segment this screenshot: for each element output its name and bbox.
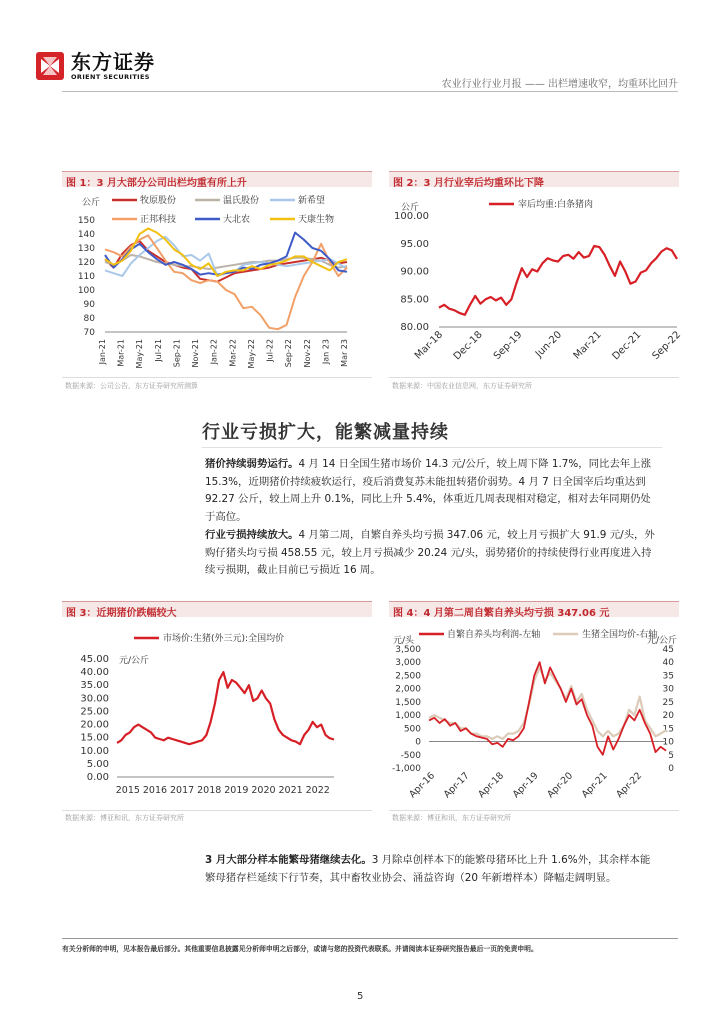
x-tick-label: Jul-21 — [153, 338, 163, 362]
x-tick-label: Mar-18 — [412, 329, 446, 362]
logo-chinese-name: 东方证券 — [71, 50, 155, 74]
y-tick-label-left: 3,000 — [395, 658, 421, 669]
paragraph-lead: 行业亏损持续放大。 — [205, 529, 299, 541]
legend-label: 大北农 — [223, 215, 251, 225]
y-axis-unit-label: 公斤 — [401, 203, 420, 213]
paragraph-pig-price — [205, 456, 680, 526]
x-tick-label: 2019 — [224, 785, 249, 796]
x-tick-label: Sep-21 — [172, 339, 182, 368]
company-logo — [34, 50, 155, 82]
page-number: 5 — [357, 991, 364, 1002]
y-tick-label: 110 — [77, 272, 95, 282]
figure-1-chart — [62, 190, 372, 375]
x-tick-label: May-22 — [246, 338, 256, 369]
section-title: 行业亏损扩大，能繁减量持续 — [202, 422, 449, 443]
y-tick-label: 30.00 — [80, 693, 109, 705]
paragraph-line: 于高位。 — [205, 510, 247, 523]
x-tick-label: Mar-22 — [228, 338, 238, 367]
figure-3-title: 图 3：近期猪价跌幅较大 — [62, 601, 372, 617]
x-tick-label: Sep-22 — [284, 339, 294, 368]
y-tick-label: 5.00 — [86, 758, 109, 770]
y-tick-label: 20.00 — [80, 719, 109, 731]
figure-1-source-divider — [62, 377, 372, 378]
footer-divider — [62, 938, 678, 939]
series-line-left — [429, 662, 666, 755]
figure-2-source-divider — [389, 377, 679, 378]
x-tick-label: 2022 — [305, 785, 330, 796]
series-line — [105, 235, 347, 329]
y-axis-unit-left: 元/头 — [393, 636, 415, 646]
y-tick-label-left: 500 — [403, 724, 421, 735]
figure-3-chart — [62, 620, 372, 808]
y-tick-label-right: 10 — [662, 737, 674, 748]
y-tick-label: 100 — [77, 286, 95, 296]
figure-4-source: 数据来源：博亚和讯，东方证券研究所 — [392, 814, 511, 822]
x-tick-label: Dec-18 — [451, 329, 485, 363]
paragraph-line: 15.3%，近期猪价持续疲软运行，疫后消费复苏未能扭转猪价弱势。4 月 7 日全国宰后均重达到 — [205, 475, 646, 488]
paragraph-line — [205, 527, 680, 545]
paragraph-line — [205, 456, 680, 474]
logo-english-name: ORIENT SECURITIES — [71, 73, 150, 81]
section-divider — [202, 447, 662, 448]
x-tick-label: Sep-19 — [491, 329, 525, 362]
figure-3-source: 数据来源：博亚和讯，东方证券研究所 — [65, 814, 184, 822]
y-tick-label: 25.00 — [80, 706, 109, 718]
legend-label: 宰后均重:白条猪肉 — [518, 200, 594, 210]
x-tick-label: Jan 23 — [321, 339, 331, 365]
figure-4-chart — [389, 620, 679, 808]
x-tick-label: Mar 23 — [340, 339, 349, 367]
legend-label: 天康生物 — [298, 215, 335, 225]
y-tick-label-left: -500 — [400, 750, 421, 761]
legend-label: 正邦科技 — [140, 215, 177, 225]
y-tick-label: 95.00 — [400, 238, 429, 250]
paragraph-text: 4 月 14 日全国生猪市场价 14.3 元/公斤，较上周下降 1.7%，同比去年上涨 — [298, 458, 651, 470]
y-axis-unit-label: 公斤 — [82, 198, 101, 208]
y-axis-unit-label: 元/公斤 — [119, 656, 150, 666]
figure-3-source-divider — [62, 810, 372, 811]
x-tick-label: Jan-21 — [98, 339, 107, 365]
x-tick-label: 2016 — [142, 785, 168, 796]
figure-2-chart — [389, 190, 684, 375]
y-tick-label: 140 — [77, 230, 95, 240]
figure-1-source: 数据来源：公司公告，东方证券研究所测算 — [65, 382, 198, 390]
figure-1-title: 图 1：3 月大部分公司出栏均重有所上升 — [62, 171, 372, 187]
header-divider — [62, 91, 678, 92]
paragraph-line: 购仔猪头均亏损 458.55 元，较上月亏损减少 20.24 元/头，弱势猪价的持续使得行业再度进入持 — [205, 546, 652, 559]
y-tick-label: 80.00 — [400, 322, 429, 333]
y-tick-label-right: 40 — [662, 658, 674, 669]
x-tick-label: Sep-22 — [650, 329, 684, 363]
x-tick-label: Apr-16 — [407, 770, 438, 801]
paragraph-line — [205, 852, 680, 870]
x-tick-label: Apr-18 — [476, 770, 507, 801]
y-tick-label: 0.00 — [86, 772, 109, 783]
legend-label: 生猪全国均价-右轴 — [582, 630, 658, 640]
x-tick-label: Apr-19 — [510, 770, 541, 801]
footer-disclaimer: 有关分析师的申明，见本报告最后部分。其他重要信息披露见分析师申明之后部分，或请与您的投资代表联系。并请阅读本证券研究报告最后一页的免责申明。 — [62, 945, 538, 953]
y-tick-label: 85.00 — [400, 294, 429, 306]
legend-label: 温氏股份 — [223, 196, 260, 206]
series-line — [439, 246, 677, 315]
x-tick-label: Apr-20 — [545, 770, 576, 801]
series-line — [117, 672, 334, 744]
x-tick-label: Jul-22 — [265, 338, 275, 362]
legend-label: 牧原股份 — [140, 196, 177, 206]
figure-2-title: 图 2：3 月行业宰后均重环比下降 — [389, 171, 679, 187]
figure-4-source-divider — [389, 810, 679, 811]
y-tick-label: 35.00 — [80, 680, 109, 692]
x-tick-label: Nov-21 — [191, 339, 201, 368]
y-tick-label-right: 0 — [668, 764, 674, 774]
paragraph-industry-loss — [205, 527, 680, 580]
y-tick-label-right: 35 — [662, 671, 674, 682]
x-tick-label: Apr-21 — [579, 770, 610, 801]
y-tick-label: 70 — [83, 328, 95, 338]
y-tick-label-left: 3,500 — [395, 645, 421, 655]
x-tick-label: Mar-21 — [571, 329, 604, 362]
x-tick-label: Nov-22 — [302, 339, 312, 368]
legend-label: 市场价:生猪(外三元):全国均价 — [163, 634, 285, 644]
y-tick-label: 150 — [77, 216, 95, 226]
paragraph-lead: 猪价持续弱势运行。 — [205, 458, 299, 470]
x-tick-label: Jun-20 — [533, 329, 565, 360]
y-tick-label-left: 2,000 — [395, 684, 421, 695]
y-tick-label-right: 5 — [668, 750, 674, 761]
paragraph-text: 4 月第二周，自繁自养头均亏损 347.06 元，较上月亏损扩大 91.9 元/头，外 — [298, 529, 655, 541]
x-tick-label: Mar-21 — [116, 338, 126, 367]
x-tick-label: 2021 — [278, 785, 303, 796]
y-tick-label-left: 0 — [415, 737, 421, 748]
x-tick-label: Apr-22 — [614, 770, 645, 801]
x-tick-label: 2020 — [251, 785, 276, 796]
y-tick-label-left: 1,000 — [395, 711, 421, 722]
orient-logo-icon — [34, 50, 66, 82]
x-tick-label: May-21 — [135, 338, 145, 369]
y-tick-label: 130 — [77, 244, 95, 254]
legend-label: 自繁自养头均利润-左轴 — [447, 630, 541, 640]
y-tick-label: 40.00 — [80, 667, 109, 679]
figure-2-source: 数据来源：中国农业信息网，东方证券研究所 — [392, 382, 532, 390]
y-axis-unit-right: 元/公斤 — [646, 636, 677, 646]
paragraph-text: 3 月除卓创样本下的能繁母猪环比上升 1.6%外，其余样本能 — [371, 854, 651, 866]
y-tick-label-left: -1,000 — [391, 764, 421, 774]
y-tick-label: 100.00 — [394, 211, 429, 222]
legend-label: 新希望 — [298, 196, 326, 206]
x-tick-label: 2017 — [170, 785, 195, 796]
y-tick-label: 15.00 — [80, 732, 109, 744]
y-tick-label: 120 — [77, 258, 95, 268]
x-tick-label: Jan-22 — [209, 339, 219, 365]
y-tick-label-right: 25 — [662, 697, 674, 708]
paragraph-line: 续亏损期，截止目前已亏损近 16 周。 — [205, 564, 381, 577]
y-tick-label-right: 15 — [662, 724, 674, 735]
y-tick-label-right: 30 — [662, 684, 674, 695]
y-tick-label-right: 45 — [662, 645, 674, 655]
y-tick-label-left: 2,500 — [395, 671, 421, 682]
y-tick-label: 90 — [83, 300, 95, 310]
figure-4-title: 图 4：4 月第二周自繁自养头均亏损 347.06 元 — [389, 601, 679, 617]
paragraph-line: 92.27 公斤，较上周上升 0.1%，同比上升 5.4%，体重近几周表现相对稳定，相对去年同期仍处 — [205, 493, 651, 506]
y-tick-label: 45.00 — [80, 654, 109, 665]
x-tick-label: Dec-21 — [610, 329, 644, 363]
series-line — [105, 228, 347, 276]
x-tick-label: 2018 — [197, 785, 222, 796]
x-tick-label: 2015 — [115, 785, 140, 796]
y-tick-label: 90.00 — [400, 266, 429, 278]
x-tick-label: Apr-17 — [441, 770, 472, 801]
report-header-title: 农业行业行业月报 —— 出栏增速收窄，均重环比回升 — [441, 79, 678, 90]
y-tick-label: 10.00 — [80, 745, 109, 757]
y-tick-label-right: 20 — [662, 711, 674, 722]
paragraph-line: 繁母猪存栏延续下行节奏，其中畜牧业协会、涌益咨询（20 年新增样本）降幅走阔明显。 — [205, 871, 617, 884]
paragraph-sow-inventory — [205, 852, 680, 887]
paragraph-lead: 3 月大部分样本能繁母猪继续去化。 — [205, 854, 372, 866]
y-tick-label: 80 — [83, 314, 95, 324]
y-tick-label-left: 1,500 — [395, 697, 421, 708]
